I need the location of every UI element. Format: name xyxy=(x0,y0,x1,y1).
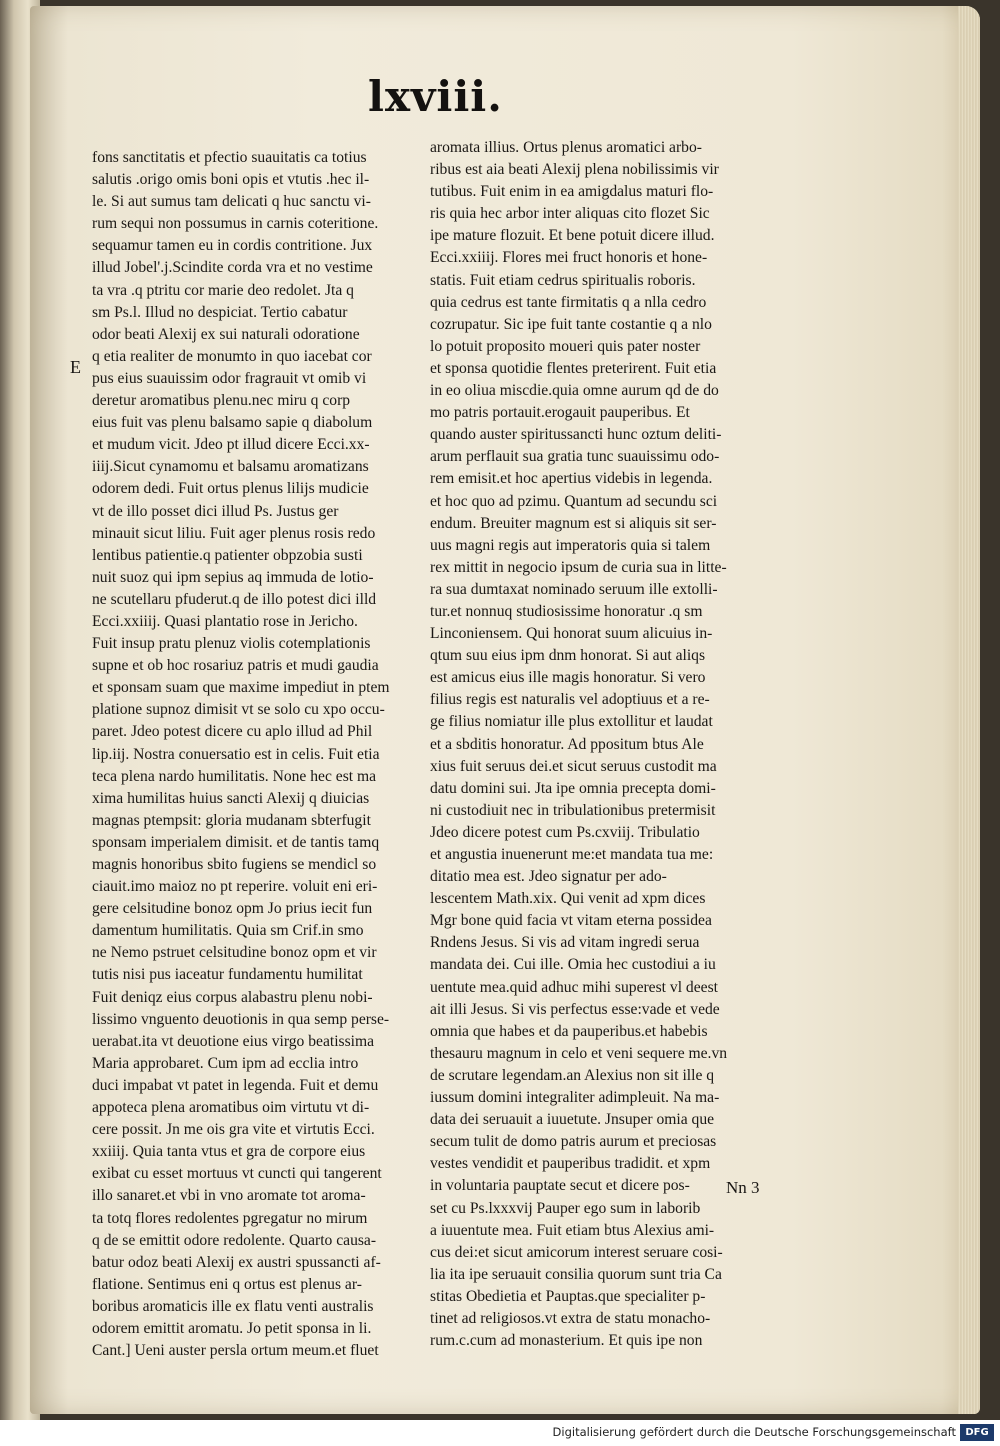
text-line: lia ita ipe seruauit consilia quorum sunt tria Ca xyxy=(430,1265,722,1283)
text-line: ris quia hec arbor inter aliquas cito flozet Sic xyxy=(430,205,710,223)
left-text-column xyxy=(92,147,432,1362)
text-line: tutis nisi pus iaceatur fundamentu humilitat xyxy=(92,966,363,984)
text-line: appoteca plena aromatibus oim virtutu vt di- xyxy=(92,1099,370,1117)
text-line: cere possit. Jn me ois gra vite et virtutis Ecci. xyxy=(92,1121,375,1139)
text-line: a iuuentute mea. Fuit etiam btus Alexius ami- xyxy=(430,1221,715,1239)
text-line: filius regis est naturalis vel adoptiuus et a re- xyxy=(430,691,710,709)
text-line: ni custodiuit nec in tribulationibus pretermisit xyxy=(430,801,716,819)
text-line: secum tulit de domo patris aurum et preciosas xyxy=(430,1133,717,1151)
text-line: Fuit insup pratu plenuz violis cotemplationis xyxy=(92,635,371,653)
text-line: Rndens Jesus. Si vis ad vitam ingredi serua xyxy=(430,934,700,952)
text-line: et hoc quo ad pzimu. Quantum ad secundu sci xyxy=(430,492,718,510)
text-line: Cant.] Ueni auster persla ortum meum.et fluet xyxy=(92,1342,379,1360)
text-line: ta vra .q ptritu cor marie deo redolet. Jta q xyxy=(92,281,354,299)
text-line: Linconiensem. Qui honorat suum alicuius in- xyxy=(430,625,713,643)
text-line: et sponsa quotidie flentes preterirent. Fuit etia xyxy=(430,359,717,377)
text-line: q etia realiter de monumto in quo iacebat cor xyxy=(92,347,372,365)
text-line: lip.iij. Nostra conuersatio est in celis. Fuit etia xyxy=(92,745,380,763)
text-line: flatione. Sentimus eni q ortus est plenus ar- xyxy=(92,1275,362,1293)
dfg-logo: DFG xyxy=(960,1424,994,1441)
text-line: minauit sicut liliu. Fuit ager plenus rosis redo xyxy=(92,524,376,542)
text-line: illud Jobel'.j.Scindite corda vra et no vestime xyxy=(92,259,373,277)
text-line: lescentem Math.xix. Qui venit ad xpm dices xyxy=(430,890,706,908)
text-line: pus eius suauissim odor fragrauit vt omib vi xyxy=(92,369,367,387)
text-line: Mgr bone quid facia vt vitam eterna possidea xyxy=(430,912,712,930)
text-line: est amicus eius ille magis honoratur. Si vero xyxy=(430,669,706,687)
text-line: rum.c.cum ad monasterium. Et quis ipe non xyxy=(430,1332,703,1350)
text-line: qtum suu eius ipm dnm honorat. Si aut aliqs xyxy=(430,647,706,665)
text-line: rem emisit.et hoc apertius videbis in legenda. xyxy=(430,470,713,488)
text-line: le. Si aut sumus tam delicati q huc sanctu vi- xyxy=(92,193,371,211)
text-line: ne Nemo pstruet celsitudine bonoz opm et vir xyxy=(92,944,377,962)
marginal-mark: E xyxy=(70,357,81,377)
text-line: in voluntaria pauptate secut et dicere pos- xyxy=(430,1177,690,1195)
text-line: salutis .origo omis boni opis et vtutis .hec il- xyxy=(92,171,370,189)
text-line: set cu Ps.lxxxvij Pauper ego sum in laborib xyxy=(430,1199,701,1217)
text-line: magnis honoribus sbito fugiens se mendicl so xyxy=(92,856,377,873)
text-line: sm Ps.l. Illud no despiciat. Tertio cabatur xyxy=(92,303,348,321)
text-line: illo sanaret.et vbi in vno aromate tot aroma- xyxy=(92,1187,366,1205)
text-line: boribus aromaticis ille ex flatu venti australis xyxy=(92,1297,374,1315)
text-line: tutibus. Fuit enim in ea amigdalus maturi flo- xyxy=(430,183,714,201)
text-line: ge filius nomiatur ille plus extollitur et laudat xyxy=(430,713,713,731)
text-line: q de se emittit odore redolente. Quarto causa- xyxy=(92,1231,377,1249)
text-line: exibat cu esset mortuus vt cuncti qui tangerent xyxy=(92,1165,382,1183)
text-line: ditatio mea est. Jdeo signatur per ado- xyxy=(430,868,667,886)
text-line: duci impabat vt patet in legenda. Fuit et demu xyxy=(92,1076,379,1094)
text-line: supne et ob hoc rosariuz patris et mudi gaudia xyxy=(92,657,379,675)
text-line: ne scutellaru pfuderut.q de illo potest dici illd xyxy=(92,590,377,608)
text-line: iiij.Sicut cynamomu et balsamu aromatizans xyxy=(92,458,369,476)
text-line: arum perflauit sua gratia tunc suauissimu odo- xyxy=(430,448,720,466)
text-line: uerabat.ita vt deuotione eius virgo beatissima xyxy=(92,1032,375,1050)
funding-credit: Digitalisierung gefördert durch die Deutsche Forschungsgemeinschaft xyxy=(552,1425,956,1439)
text-line: vt de illo posset dici illud Ps. Justus ger xyxy=(92,502,339,520)
text-line: magnas ptempsit: gloria mudanam sbterfugit xyxy=(92,811,371,829)
text-line: Fuit deniqz eius corpus alabastru plenu nobi- xyxy=(92,988,373,1006)
text-line: uus magni regis aut imperatoris quia si talem xyxy=(430,536,711,554)
text-line: batur odoz beati Alexij ex austri spussancti af- xyxy=(92,1253,381,1271)
text-line: cus dei:et sicut amicorum interest seruare cosi- xyxy=(430,1243,723,1261)
text-line: ta totq flores redolentes pgregatur no mirum xyxy=(92,1209,368,1227)
text-line: aromata illius. Ortus plenus aromatici arbo- xyxy=(430,139,702,156)
text-line: Ecci.xxiiij. Flores mei fruct honoris et hone- xyxy=(430,249,708,267)
text-line: platione supnoz dimisit vt se solo cu xpo occu- xyxy=(92,701,385,719)
text-line: quando auster spiritussancti hunc oztum deliti- xyxy=(430,426,722,444)
text-line: paret. Jdeo potest dicere cu aplo illud ad Phil xyxy=(92,723,373,741)
text-line: tinet ad religiosos.vt extra de statu monacho- xyxy=(430,1309,711,1327)
signature-mark: Nn 3 xyxy=(726,1178,760,1197)
text-line: tur.et nonnuq studiosissime honoratur .q sm xyxy=(430,602,703,620)
text-line: uentute mea.quid adhuc mihi superest vl deest xyxy=(430,978,718,996)
text-line: et sponsam suam que maxime impediut in ptem xyxy=(92,679,390,697)
digitization-footer xyxy=(0,1420,1000,1446)
text-line: ipe mature flozuit. Et bene potuit dicere illud. xyxy=(430,227,715,245)
text-line: odor beati Alexij ex sui naturali odoratione xyxy=(92,325,360,343)
text-line: Maria approbaret. Cum ipm ad ecclia intro xyxy=(92,1054,359,1072)
text-line: mandata dei. Cui ille. Omia hec custodiui a iu xyxy=(430,956,716,974)
text-line: deretur aromatibus plenu.nec miru q corp xyxy=(92,392,351,410)
text-line: teca plena nardo humilitatis. None hec est ma xyxy=(92,767,377,785)
right-text-column xyxy=(430,137,790,1352)
text-line: et a sbditis honoratur. Ad ppositum btus Ale xyxy=(430,735,704,753)
text-line: de scrutare legendam.an Alexius non sit ille q xyxy=(430,1066,715,1084)
text-line: eius fuit vas plenu balsamo sapie q diabolum xyxy=(92,414,373,432)
text-line: stitas Obedietia et Pauptas.que specialiter p- xyxy=(430,1287,706,1305)
text-line: data dei seruauit a iuuetute. Jnsuper omia que xyxy=(430,1111,715,1129)
text-line: damentum humilitatis. Quia sm Crif.in smo xyxy=(92,922,364,940)
text-line: ait illi Jesus. Si vis perfectus esse:vade et vede xyxy=(430,1000,720,1018)
text-line: sequamur tamen eu in cordis contritione. Jux xyxy=(92,237,373,255)
text-line: endum. Breuiter magnum est si aliquis sit ser- xyxy=(430,514,717,532)
text-line: quia cedrus est tante firmitatis q a nlla cedro xyxy=(430,293,707,311)
text-line: gere celsitudine bonoz opm Jo prius iecit fun xyxy=(92,900,373,918)
text-line: Jdeo dicere potest cum Ps.cxviij. Tribulatio xyxy=(430,823,700,841)
text-line: ra sua dumtaxat nominado seruum ille extolli- xyxy=(430,580,718,598)
text-line: omnia que habes et da pauperibus.et habebis xyxy=(430,1022,708,1040)
folio-number: lxviii. xyxy=(368,72,503,121)
text-line: lentibus patientie.q patienter obpzobia susti xyxy=(92,546,363,564)
text-line: xxiiij. Quia tanta vtus et gra de corpore eius xyxy=(92,1143,366,1161)
text-line: odorem dedi. Fuit ortus plenus lilijs mudicie xyxy=(92,480,369,498)
text-line: lissimo vnguento deuotionis in qua semp perse- xyxy=(92,1010,390,1028)
text-line: xius fuit seruus dei.et sicut seruus custodit ma xyxy=(430,757,717,775)
text-line: thesauru magnum in celo et veni sequere me.vn xyxy=(430,1044,728,1062)
text-line: rum sequi non possumus in carnis coteritione. xyxy=(92,215,379,233)
text-line: mo patris portauit.erogauit pauperibus. Et xyxy=(430,404,690,422)
text-line: Ecci.xxiiij. Quasi plantatio rose in Jericho. xyxy=(92,612,358,630)
text-line: et angustia inuenerunt me:et mandata tua me: xyxy=(430,846,714,863)
text-line: xima humilitas huius sancti Alexij q diuicias xyxy=(92,789,370,807)
text-line: datu domini sui. Jta ipe omnia precepta domi- xyxy=(430,779,716,797)
text-line: et mudum vicit. Jdeo pt illud dicere Ecci.xx- xyxy=(92,436,370,454)
text-line: ciauit.imo maioz no pt reperire. voluit eni eri- xyxy=(92,878,378,896)
text-line: statis. Fuit etiam cedrus spiritualis roboris. xyxy=(430,271,696,289)
text-line: iussum domini integraliter adimpleuit. Na ma- xyxy=(430,1089,720,1107)
text-line: sponsam imperialem dimisit. et de tantis tamq xyxy=(92,833,380,851)
text-line: lo potuit proposito moueri quis pater noster xyxy=(430,337,701,355)
text-line: fons sanctitatis et pfectio suauitatis ca totius xyxy=(92,149,367,166)
text-line: vestes vendidit et pauperibus tradidit. et xpm xyxy=(430,1155,711,1173)
text-line: odorem emittit aromatu. Jo petit sponsa in li. xyxy=(92,1319,372,1337)
text-line: ribus est aia beati Alexij plena nobilissimis vir xyxy=(430,161,719,179)
page-fore-edge xyxy=(958,6,980,1414)
text-line: in eo oliua miscdie.quia omne aurum qd de do xyxy=(430,382,719,400)
text-line: rex mittit in negocio ipsum de curia sua in litte- xyxy=(430,558,727,576)
text-line: nuit suoz qui ipm sepius aq immuda de lotio- xyxy=(92,568,374,586)
text-line: cozrupatur. Sic ipe fuit tante costantie q a nlo xyxy=(430,315,712,333)
